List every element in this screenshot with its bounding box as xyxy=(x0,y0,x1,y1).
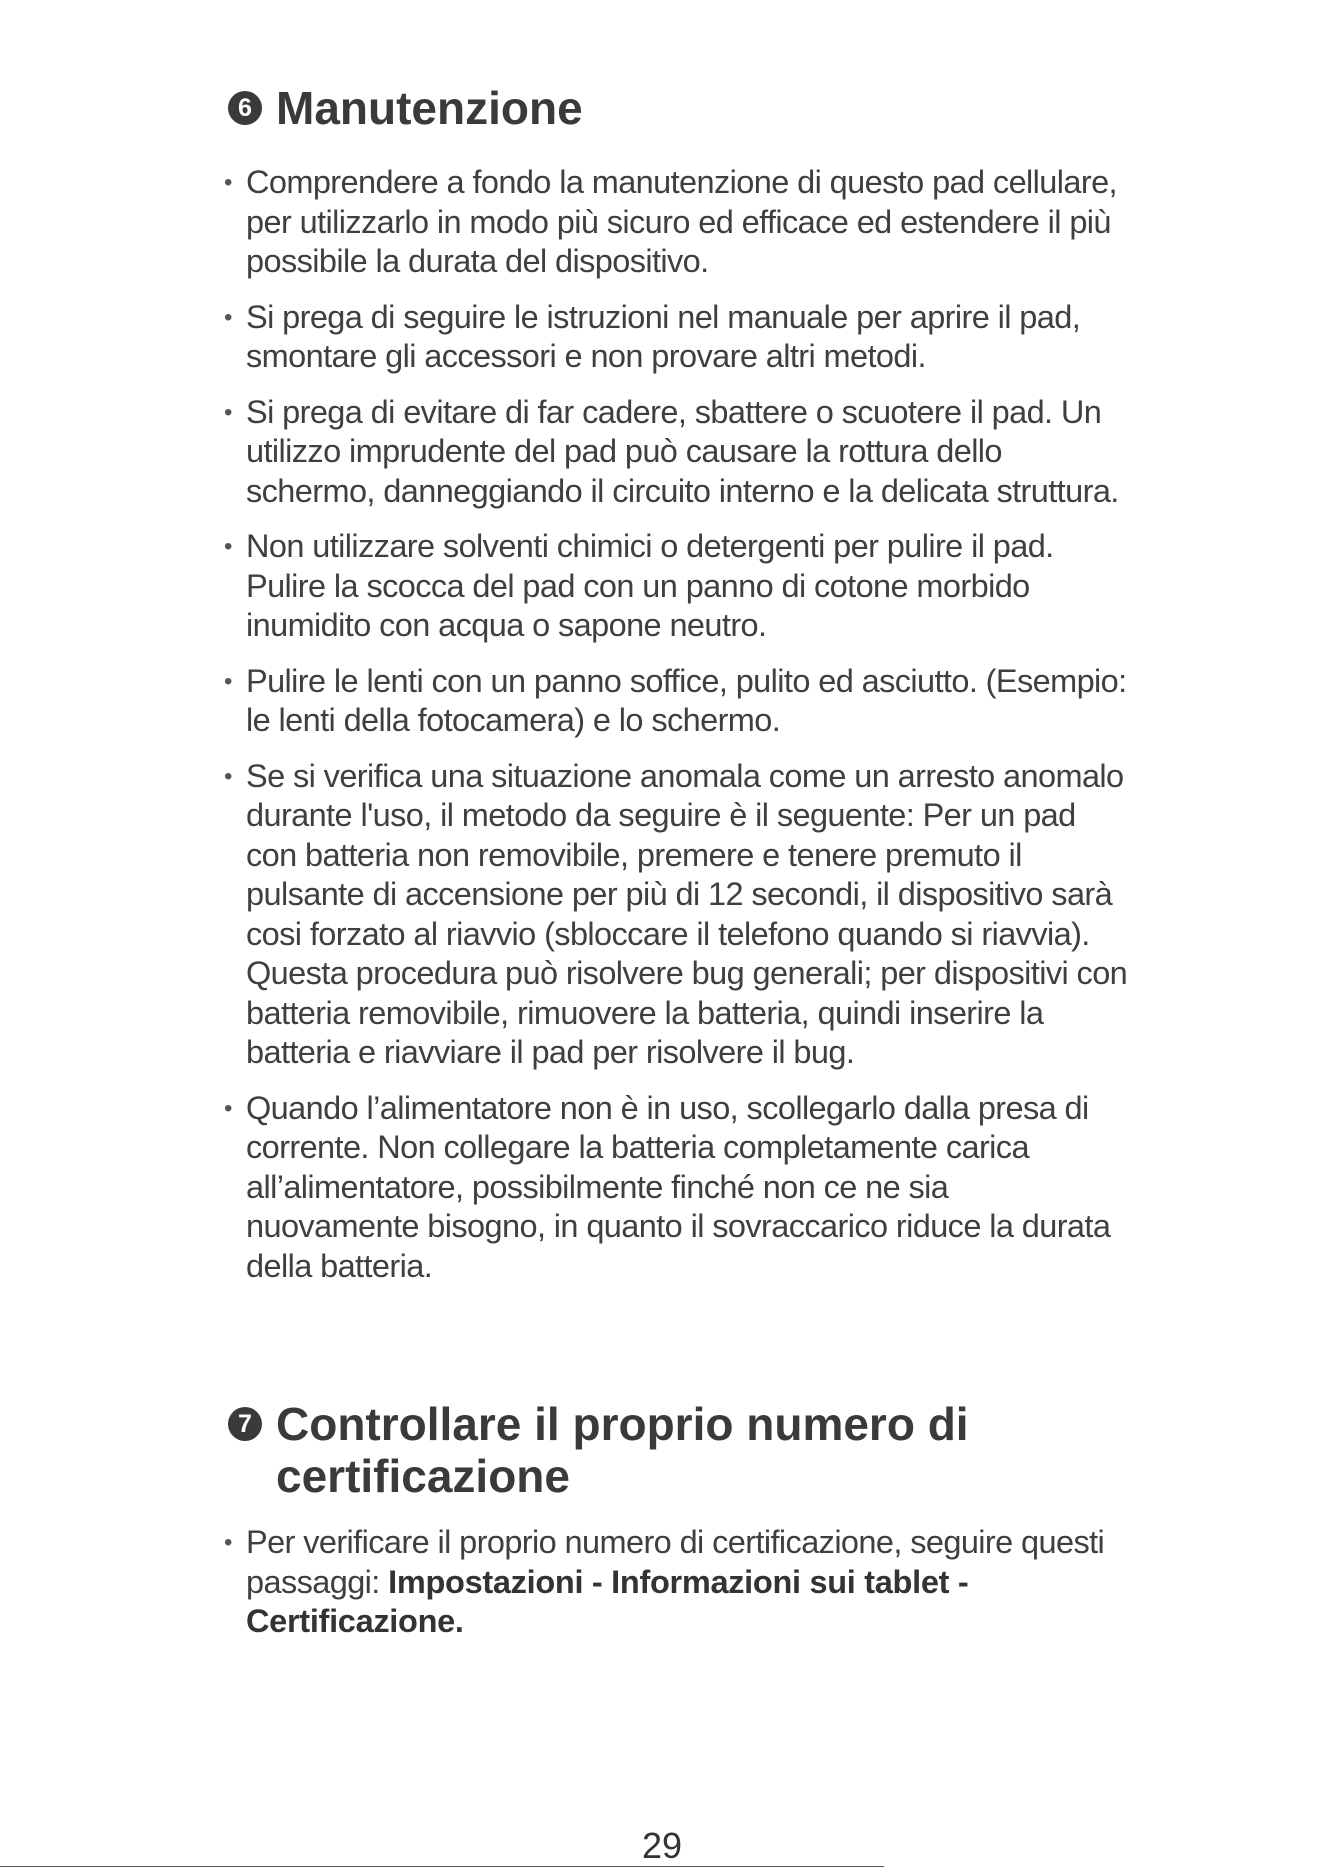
bullet-icon: • xyxy=(224,1529,232,1556)
section-heading xyxy=(228,1398,1128,1502)
bullet-icon: • xyxy=(224,533,232,560)
list-item-text: Comprendere a fondo la manutenzione di questo pad cellulare, per utilizzarlo in modo più sicuro ed efficace ed estendere il più possibile la durata del dispositivo. xyxy=(246,164,1117,279)
section-number-badge: 6 xyxy=(228,91,262,125)
list-item xyxy=(224,527,1128,646)
bullet-icon: • xyxy=(224,303,232,331)
page-number: 29 xyxy=(641,1825,683,1866)
list-item-text: Se si verifica una situazione anomala come un arresto anomalo durante l'uso, il metodo da seguire è il seguente: Per un pad con batteria non removibile, premere e tenere premuto il pulsante di accensione per più di 12 secondi, il dispositivo sarà cosi forzato al riavvio (sbloccare il telefono quando si riavvia). Questa procedura può risolvere bug generali; per dispositivi con batteria removibile, rimuovere la batteria, quindi inserire la batteria e riavviare il pad per risolvere il bug. xyxy=(246,757,1128,1070)
list-item-text: Si prega di seguire le istruzioni nel manuale per aprire il pad, smontare gli accessori e non provare altri metodi. xyxy=(246,298,1081,374)
section-number-badge: 7 xyxy=(228,1407,262,1441)
list-item-text: Pulire le lenti con un panno soffice, pulito ed asciutto. (Esempio: le lenti della fotocamera) e lo schermo. xyxy=(246,662,1127,738)
bullet-icon: • xyxy=(224,398,232,426)
bullet-icon: • xyxy=(224,1094,232,1122)
bullet-icon: • xyxy=(224,762,232,790)
section-maintenance xyxy=(224,82,1128,1302)
list-item xyxy=(224,1089,1128,1287)
list-item-text: Non utilizzare solventi chimici o detergenti per pulire il pad. Pulire la scocca del pad con un panno di cotone morbido inumidito con acqua o sapone neutro. xyxy=(246,528,1054,643)
list-item-text: Si prega di evitare di far cadere, sbattere o scuotere il pad. Un utilizzo imprudente del pad può causare la rottura dello schermo, danneggiando il circuito interno e la delicata struttura. xyxy=(246,393,1119,509)
list-item xyxy=(224,757,1128,1073)
settings-path: Impostazioni - Informazioni sui tablet - Certificazione. xyxy=(246,1563,969,1639)
list-item xyxy=(224,1523,1128,1642)
list-item xyxy=(224,298,1128,377)
list-item xyxy=(224,163,1128,282)
section-title: Controllare il proprio numero di certificazione xyxy=(276,1398,969,1502)
bullet-icon: • xyxy=(224,667,232,695)
maintenance-list xyxy=(224,163,1128,1286)
list-item xyxy=(224,393,1128,512)
section-heading xyxy=(228,82,1128,134)
list-item-text: Per verificare il proprio numero di certificazione, seguire questi passaggi: xyxy=(246,1524,1105,1600)
section-certification xyxy=(224,1398,1128,1658)
bullet-icon: • xyxy=(224,169,232,196)
list-item-text: Quando l’alimentatore non è in uso, scollegarlo dalla presa di corrente. Non collegare la batteria completamente carica all’alimentatore, possibilmente finché non ce ne sia nuovamente bisogno, in quanto il sovraccarico riduce la durata della batteria. xyxy=(246,1089,1111,1284)
section-title: Manutenzione xyxy=(276,82,583,134)
certification-list xyxy=(224,1523,1128,1642)
bottom-rule xyxy=(0,1866,884,1867)
list-item xyxy=(224,662,1128,741)
